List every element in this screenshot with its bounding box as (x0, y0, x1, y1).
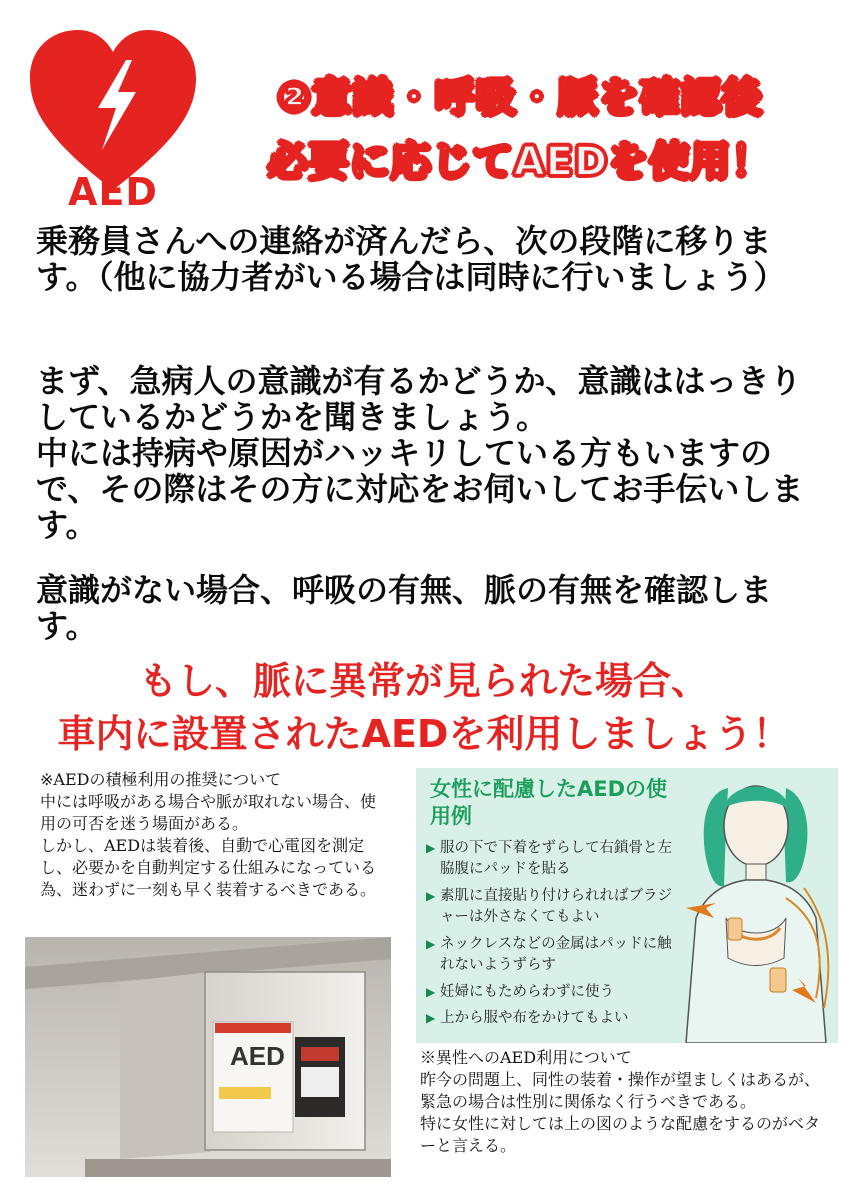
paragraph-consciousness: まず、急病人の意識が有るかどうか、意識ははっきりしているかどうかを聞きましょう。 中には持病や原因がハッキリしている方もいますので、その際はその方に対応をお伺いしてお手伝いします。 (36, 362, 804, 544)
aed-logo-text: AED (68, 170, 158, 214)
bullet-text: 服の下で下着をずらして右鎖骨と左脇腹にパッドを貼る (440, 840, 672, 877)
bullet-item: ▶ 服の下で下着をずらして右鎖骨と左脇腹にパッドを貼る (426, 838, 686, 880)
illustration-title: 女性に配慮したAEDの使用例 (430, 777, 668, 828)
woman-figure (666, 768, 838, 1043)
aed-logo (28, 22, 198, 212)
paragraph-contact: 乗務員さんへの連絡が済んだら、次の段階に移ります。（他に協力者がいる場合は同時に行いましょう） (36, 222, 786, 296)
headline-line-1: ②意識・呼吸・脈を確認後 (277, 75, 763, 121)
bullet-text: 妊婦にもためらわずに使う (440, 984, 614, 1000)
cabinet-aed-label: AED (230, 1041, 285, 1071)
bullet-item: ▶ 上から服や布をかけてもよい (426, 1008, 686, 1029)
emphasis-line-2: 車内に設置されたAEDを利用しましょう！ (57, 712, 791, 756)
note-aed-usage: ※AEDの積極利用の推奨について 中には呼吸がある場合や脈が取れない場合、使用の可否を迷う場面がある。 しかし、AEDは装着後、自動で心電図を測定し、必要かを自動判定する仕組みになっている為、迷わずに一刻も早く装着するべきである。 (40, 770, 377, 899)
bullet-text: 素肌に直接貼り付けられればブラジャーは外さなくてもよい (440, 888, 672, 925)
aed-cabinet-photo (25, 937, 391, 1177)
bullet-item: ▶ 素肌に直接貼り付けられればブラジャーは外さなくてもよい (426, 886, 686, 928)
bullet-text: ネックレスなどの金属はパッドに触れないようずらす (440, 936, 672, 973)
note-opposite-gender: ※異性へのAED利用について 昨今の問題上、同性の装着・操作が望ましくはあるが、緊急の場合は性別に関係なく行うべきである。 特に女性に対しては上の図のような配慮をするのがベターと言える。 (420, 1048, 821, 1155)
paragraph-check: 意識がない場合、呼吸の有無、脈の有無を確認します。 (36, 571, 773, 645)
bullet-item: ▶ 妊婦にもためらわずに使う (426, 982, 686, 1003)
female-aed-illustration (416, 768, 838, 1043)
bullet-text: 上から服や布をかけてもよい (440, 1010, 629, 1026)
bullet-item: ▶ ネックレスなどの金属はパッドに触れないようずらす (426, 934, 686, 976)
headline-line-2: 必要に応じてAEDを使用！ (267, 139, 773, 185)
emphasis-line-1: もし、脈に異常が見られた場合、 (138, 659, 709, 703)
